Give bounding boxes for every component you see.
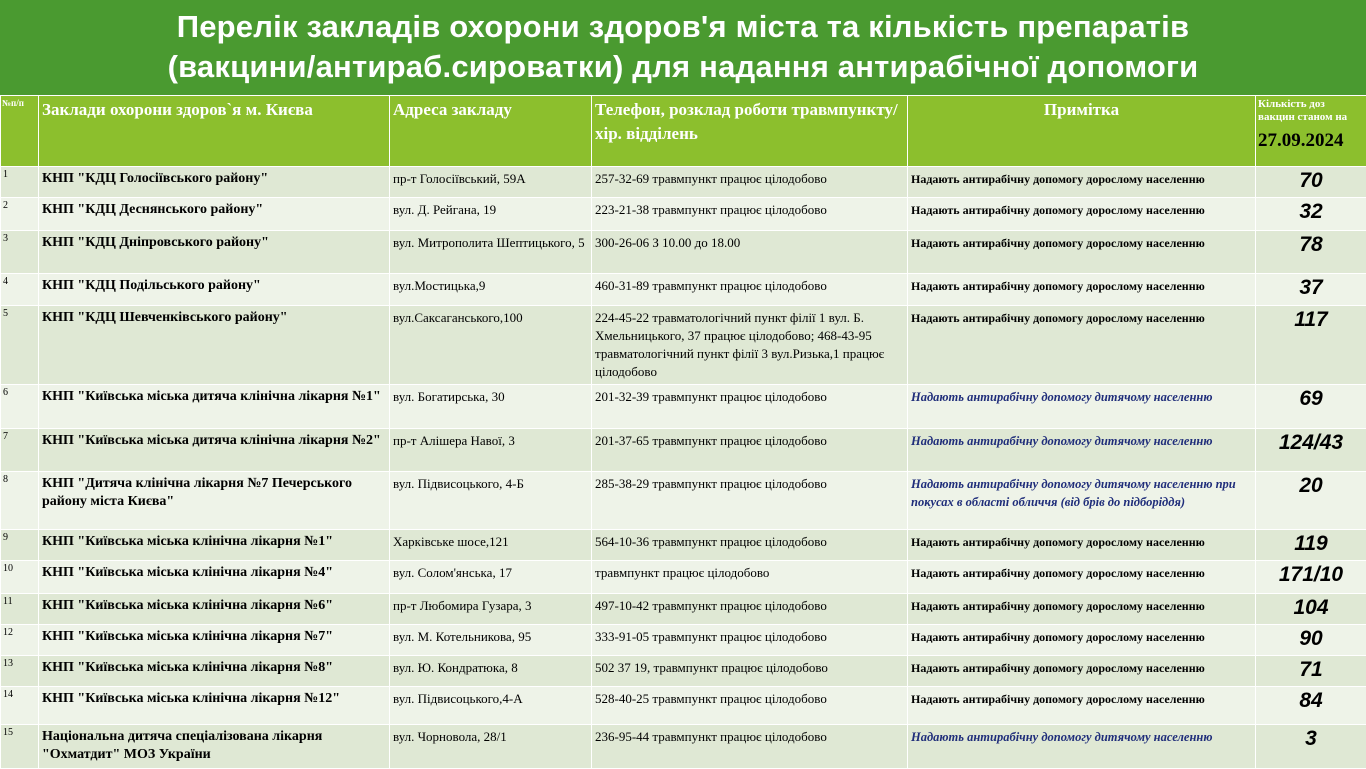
row-address: вул. Богатирська, 30 bbox=[390, 385, 592, 429]
row-address: вул. Підвисоцького,4-А bbox=[390, 687, 592, 725]
row-num: 12 bbox=[1, 625, 39, 656]
row-phone: 285-38-29 травмпункт працює цілодобово bbox=[592, 472, 908, 530]
row-name: КНП "КДЦ Деснянського району" bbox=[39, 198, 390, 231]
row-name: КНП "Київська міська клінічна лікарня №7" bbox=[39, 625, 390, 656]
row-name: КНП "Київська міська дитяча клінічна лікарня №1" bbox=[39, 385, 390, 429]
table-row bbox=[1, 429, 1366, 472]
header-phone: Телефон, розклад роботи травмпункту/хір. відділень bbox=[592, 96, 908, 167]
row-address: вул. Митрополита Шептицького, 5 bbox=[390, 231, 592, 274]
row-name: КНП "Київська міська клінічна лікарня №12" bbox=[39, 687, 390, 725]
header-name: Заклади охорони здоров`я м. Києва bbox=[39, 96, 390, 167]
table-row bbox=[1, 561, 1366, 594]
row-phone: 257-32-69 травмпункт працює цілодобово bbox=[592, 167, 908, 198]
row-address: вул.Саксаганського,100 bbox=[390, 306, 592, 385]
row-num: 1 bbox=[1, 167, 39, 198]
table-row bbox=[1, 198, 1366, 231]
row-qty: 124/43 bbox=[1256, 429, 1366, 472]
row-note: Надають антирабічну допомогу дорослому населенню bbox=[908, 530, 1256, 561]
row-qty: 90 bbox=[1256, 625, 1366, 656]
row-note: Надають антирабічну допомогу дорослому населенню bbox=[908, 306, 1256, 385]
row-num: 2 bbox=[1, 198, 39, 231]
row-note: Надають антирабічну допомогу дорослому населенню bbox=[908, 198, 1256, 231]
row-name: КНП "КДЦ Дніпровського району" bbox=[39, 231, 390, 274]
row-note: Надають антирабічну допомогу дорослому населенню bbox=[908, 594, 1256, 625]
row-num: 10 bbox=[1, 561, 39, 594]
row-phone: 528-40-25 травмпункт працює цілодобово bbox=[592, 687, 908, 725]
row-name: Національна дитяча спеціалізована лікарня "Охматдит" МОЗ України bbox=[39, 725, 390, 769]
row-phone: 460-31-89 травмпункт працює цілодобово bbox=[592, 274, 908, 306]
row-qty: 71 bbox=[1256, 656, 1366, 687]
header-num: №п/п bbox=[1, 96, 39, 167]
row-name: КНП "Київська міська клінічна лікарня №8" bbox=[39, 656, 390, 687]
row-note: Надають антирабічну допомогу дорослому населенню bbox=[908, 656, 1256, 687]
table-row bbox=[1, 656, 1366, 687]
row-phone: 564-10-36 травмпункт працює цілодобово bbox=[592, 530, 908, 561]
row-note: Надають антирабічну допомогу дорослому населенню bbox=[908, 231, 1256, 274]
row-num: 4 bbox=[1, 274, 39, 306]
row-address: пр-т Алішера Навої, 3 bbox=[390, 429, 592, 472]
row-note: Надають антирабічну допомогу дорослому населенню bbox=[908, 687, 1256, 725]
row-phone: 223-21-38 травмпункт працює цілодобово bbox=[592, 198, 908, 231]
row-qty: 104 bbox=[1256, 594, 1366, 625]
row-num: 5 bbox=[1, 306, 39, 385]
table-row bbox=[1, 472, 1366, 530]
row-name: КНП "Київська міська клінічна лікарня №6" bbox=[39, 594, 390, 625]
header-qty bbox=[1256, 96, 1366, 167]
facilities-table bbox=[0, 95, 1366, 769]
row-note: Надають антирабічну допомогу дорослому населенню bbox=[908, 625, 1256, 656]
row-address: вул. М. Котельникова, 95 bbox=[390, 625, 592, 656]
row-num: 8 bbox=[1, 472, 39, 530]
row-name: КНП "Київська міська клінічна лікарня №4" bbox=[39, 561, 390, 594]
row-name: КНП "Київська міська дитяча клінічна лікарня №2" bbox=[39, 429, 390, 472]
row-phone: 502 37 19, травмпункт працює цілодобово bbox=[592, 656, 908, 687]
row-phone: 201-32-39 травмпункт працює цілодобово bbox=[592, 385, 908, 429]
row-note: Надають антирабічну допомогу дорослому населенню bbox=[908, 167, 1256, 198]
row-note: Надають антирабічну допомогу дорослому населенню bbox=[908, 561, 1256, 594]
row-address: вул. Д. Рейгана, 19 bbox=[390, 198, 592, 231]
table-row bbox=[1, 530, 1366, 561]
table-row bbox=[1, 385, 1366, 429]
row-address: вул.Мостицька,9 bbox=[390, 274, 592, 306]
row-qty: 70 bbox=[1256, 167, 1366, 198]
row-note: Надають антирабічну допомогу дорослому населенню bbox=[908, 274, 1256, 306]
header-note: Примітка bbox=[908, 96, 1256, 167]
table-row bbox=[1, 306, 1366, 385]
table-row bbox=[1, 725, 1366, 769]
row-address: пр-т Голосіївський, 59А bbox=[390, 167, 592, 198]
row-name: КНП "Дитяча клінічна лікарня №7 Печерського району міста Києва" bbox=[39, 472, 390, 530]
row-address: вул. Підвисоцького, 4-Б bbox=[390, 472, 592, 530]
row-qty: 32 bbox=[1256, 198, 1366, 231]
row-qty: 171/10 bbox=[1256, 561, 1366, 594]
page-title bbox=[0, 0, 1366, 95]
header-qty-date: 27.09.2024 bbox=[1258, 129, 1364, 153]
row-phone: 497-10-42 травмпункт працює цілодобово bbox=[592, 594, 908, 625]
row-qty: 117 bbox=[1256, 306, 1366, 385]
row-num: 7 bbox=[1, 429, 39, 472]
row-qty: 37 bbox=[1256, 274, 1366, 306]
row-num: 3 bbox=[1, 231, 39, 274]
row-address: вул. Солом'янська, 17 bbox=[390, 561, 592, 594]
row-phone: 224-45-22 травматологічний пункт філії 1 вул. Б. Хмельницького, 37 працює цілодобово; 468-43-95 травматологічний пункт філії 3 вул.Ризька,1 працює цілодобово bbox=[592, 306, 908, 385]
table-row bbox=[1, 687, 1366, 725]
row-name: КНП "КДЦ Подільського району" bbox=[39, 274, 390, 306]
row-num: 11 bbox=[1, 594, 39, 625]
row-name: КНП "КДЦ Голосіївського району" bbox=[39, 167, 390, 198]
header-qty-label: Кількість доз вакцин станом на bbox=[1258, 98, 1347, 123]
row-num: 6 bbox=[1, 385, 39, 429]
row-phone: 236-95-44 травмпункт працює цілодобово bbox=[592, 725, 908, 769]
row-address: вул. Ю. Кондратюка, 8 bbox=[390, 656, 592, 687]
row-qty: 20 bbox=[1256, 472, 1366, 530]
header-row bbox=[1, 96, 1366, 167]
row-phone: 300-26-06 З 10.00 до 18.00 bbox=[592, 231, 908, 274]
table-row bbox=[1, 274, 1366, 306]
row-qty: 69 bbox=[1256, 385, 1366, 429]
title-line-2: (вакцини/антираб.сироватки) для надання антирабічної допомоги bbox=[0, 47, 1366, 87]
row-phone: 333-91-05 травмпункт працює цілодобово bbox=[592, 625, 908, 656]
title-line-1: Перелік закладів охорони здоров'я міста та кількість препаратів bbox=[0, 7, 1366, 47]
row-address: вул. Чорновола, 28/1 bbox=[390, 725, 592, 769]
row-address: Харківське шосе,121 bbox=[390, 530, 592, 561]
row-name: КНП "Київська міська клінічна лікарня №1" bbox=[39, 530, 390, 561]
row-num: 9 bbox=[1, 530, 39, 561]
row-note: Надають антирабічну допомогу дитячому населенню bbox=[908, 429, 1256, 472]
row-name: КНП "КДЦ Шевченківського району" bbox=[39, 306, 390, 385]
row-num: 15 bbox=[1, 725, 39, 769]
row-qty: 78 bbox=[1256, 231, 1366, 274]
table-row bbox=[1, 594, 1366, 625]
row-qty: 3 bbox=[1256, 725, 1366, 769]
row-note: Надають антирабічну допомогу дитячому населенню при покусах в області обличчя (від брів до підборіддя) bbox=[908, 472, 1256, 530]
table-row bbox=[1, 231, 1366, 274]
row-num: 14 bbox=[1, 687, 39, 725]
row-num: 13 bbox=[1, 656, 39, 687]
row-qty: 84 bbox=[1256, 687, 1366, 725]
row-qty: 119 bbox=[1256, 530, 1366, 561]
row-phone: 201-37-65 травмпункт працює цілодобово bbox=[592, 429, 908, 472]
header-address: Адреса закладу bbox=[390, 96, 592, 167]
row-note: Надають антирабічну допомогу дитячому населенню bbox=[908, 725, 1256, 769]
table-row bbox=[1, 167, 1366, 198]
table-row bbox=[1, 625, 1366, 656]
row-note: Надають антирабічну допомогу дитячому населенню bbox=[908, 385, 1256, 429]
row-phone: травмпункт працює цілодобово bbox=[592, 561, 908, 594]
row-address: пр-т Любомира Гузара, 3 bbox=[390, 594, 592, 625]
